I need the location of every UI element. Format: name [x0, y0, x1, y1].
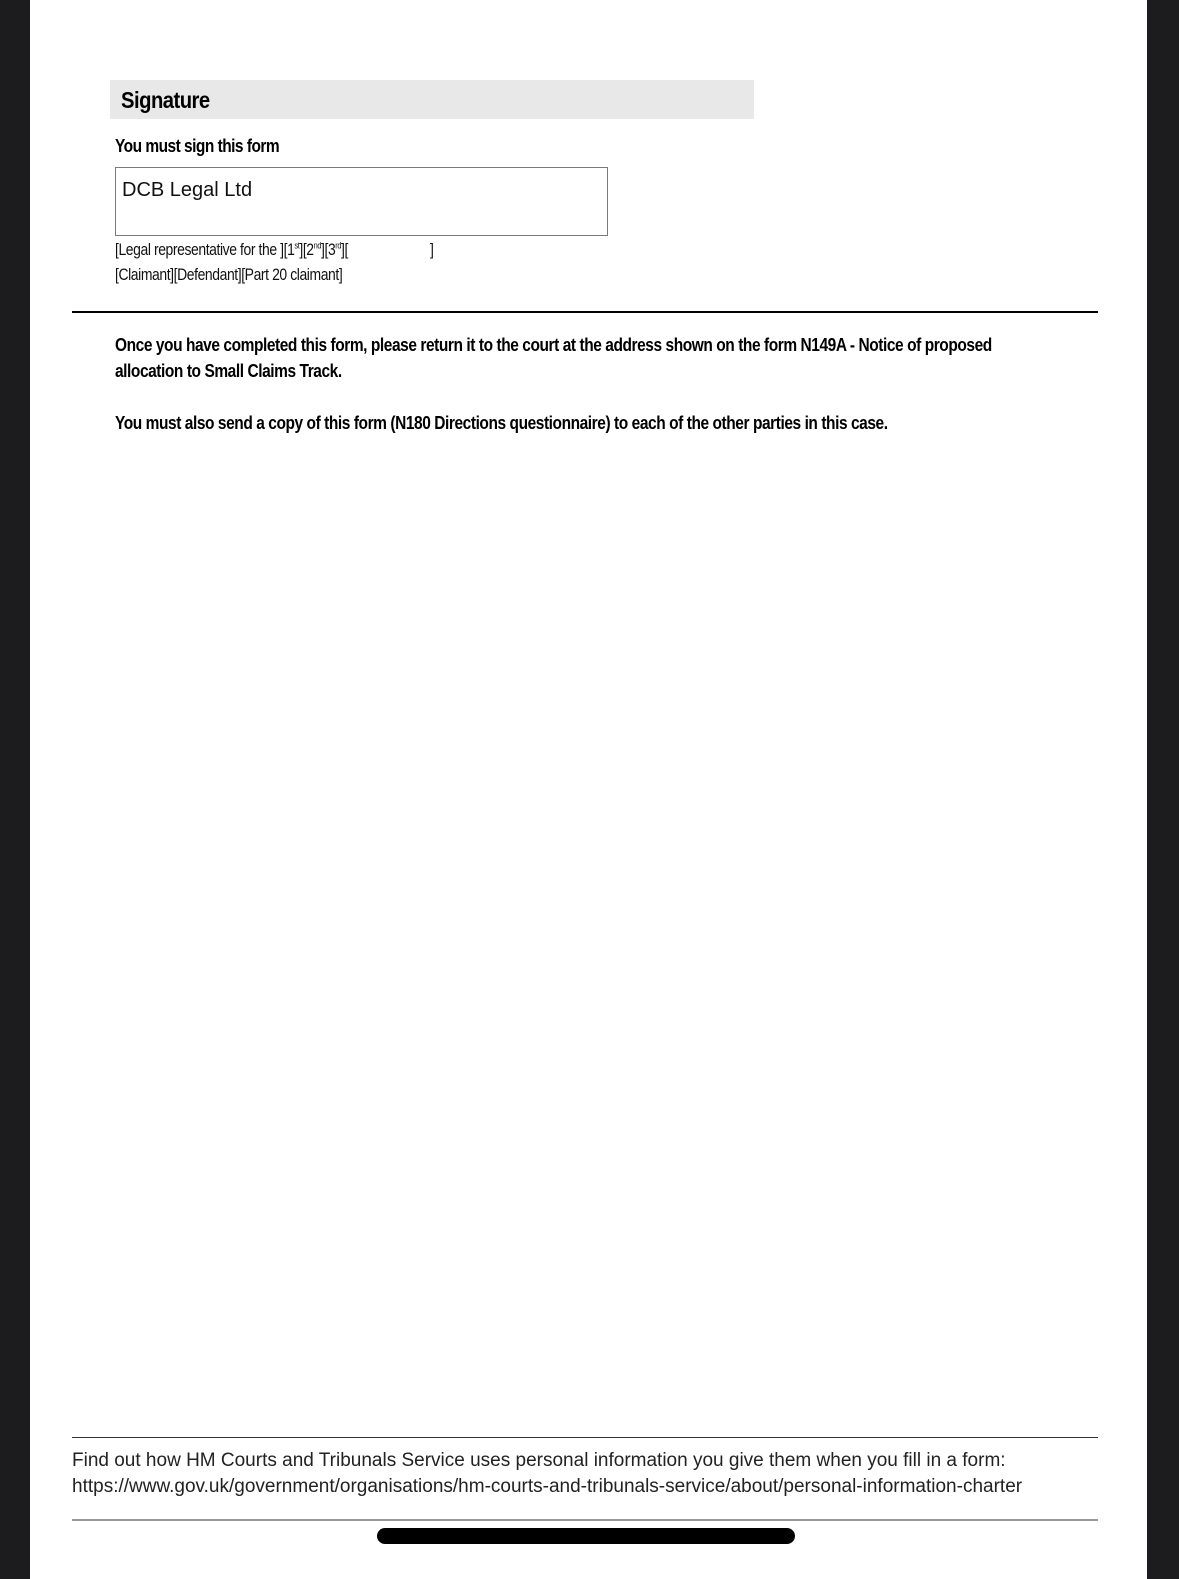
- signature-field[interactable]: [115, 167, 608, 236]
- representative-options-line1: [Legal representative for the ][1st][2nd][3rd][ ]: [115, 240, 434, 259]
- footer-text: [72, 1448, 1132, 1500]
- footer-divider-top: [72, 1437, 1098, 1438]
- form-page: [30, 0, 1147, 1579]
- footer-divider-bottom: [72, 1519, 1098, 1521]
- copy-instructions: You must also send a copy of this form (N180 Directions questionnaire) to each of the other parties in this case.: [115, 413, 888, 433]
- representative-options-line2: [Claimant][Defendant][Part 20 claimant]: [115, 265, 343, 284]
- section-divider: [72, 311, 1098, 313]
- sign-instruction: You must sign this form: [115, 136, 280, 156]
- footer-line: Find out how HM Courts and Tribunals Service uses personal information you give them when you fill in a form:: [72, 1450, 1006, 1471]
- signature-value: DCB Legal Ltd: [122, 179, 253, 201]
- signature-section-title: Signature: [121, 87, 210, 113]
- footer-link[interactable]: https://www.gov.uk/government/organisations/hm-courts-and-tribunals-service/about/personal-information-charter: [72, 1476, 1023, 1497]
- home-indicator[interactable]: [377, 1528, 795, 1544]
- signature-section-header: [110, 80, 754, 119]
- return-instructions: Once you have completed this form, please return it to the court at the address shown on the form N149A - Notice of proposed allocation to Small Claims Track.: [115, 335, 992, 381]
